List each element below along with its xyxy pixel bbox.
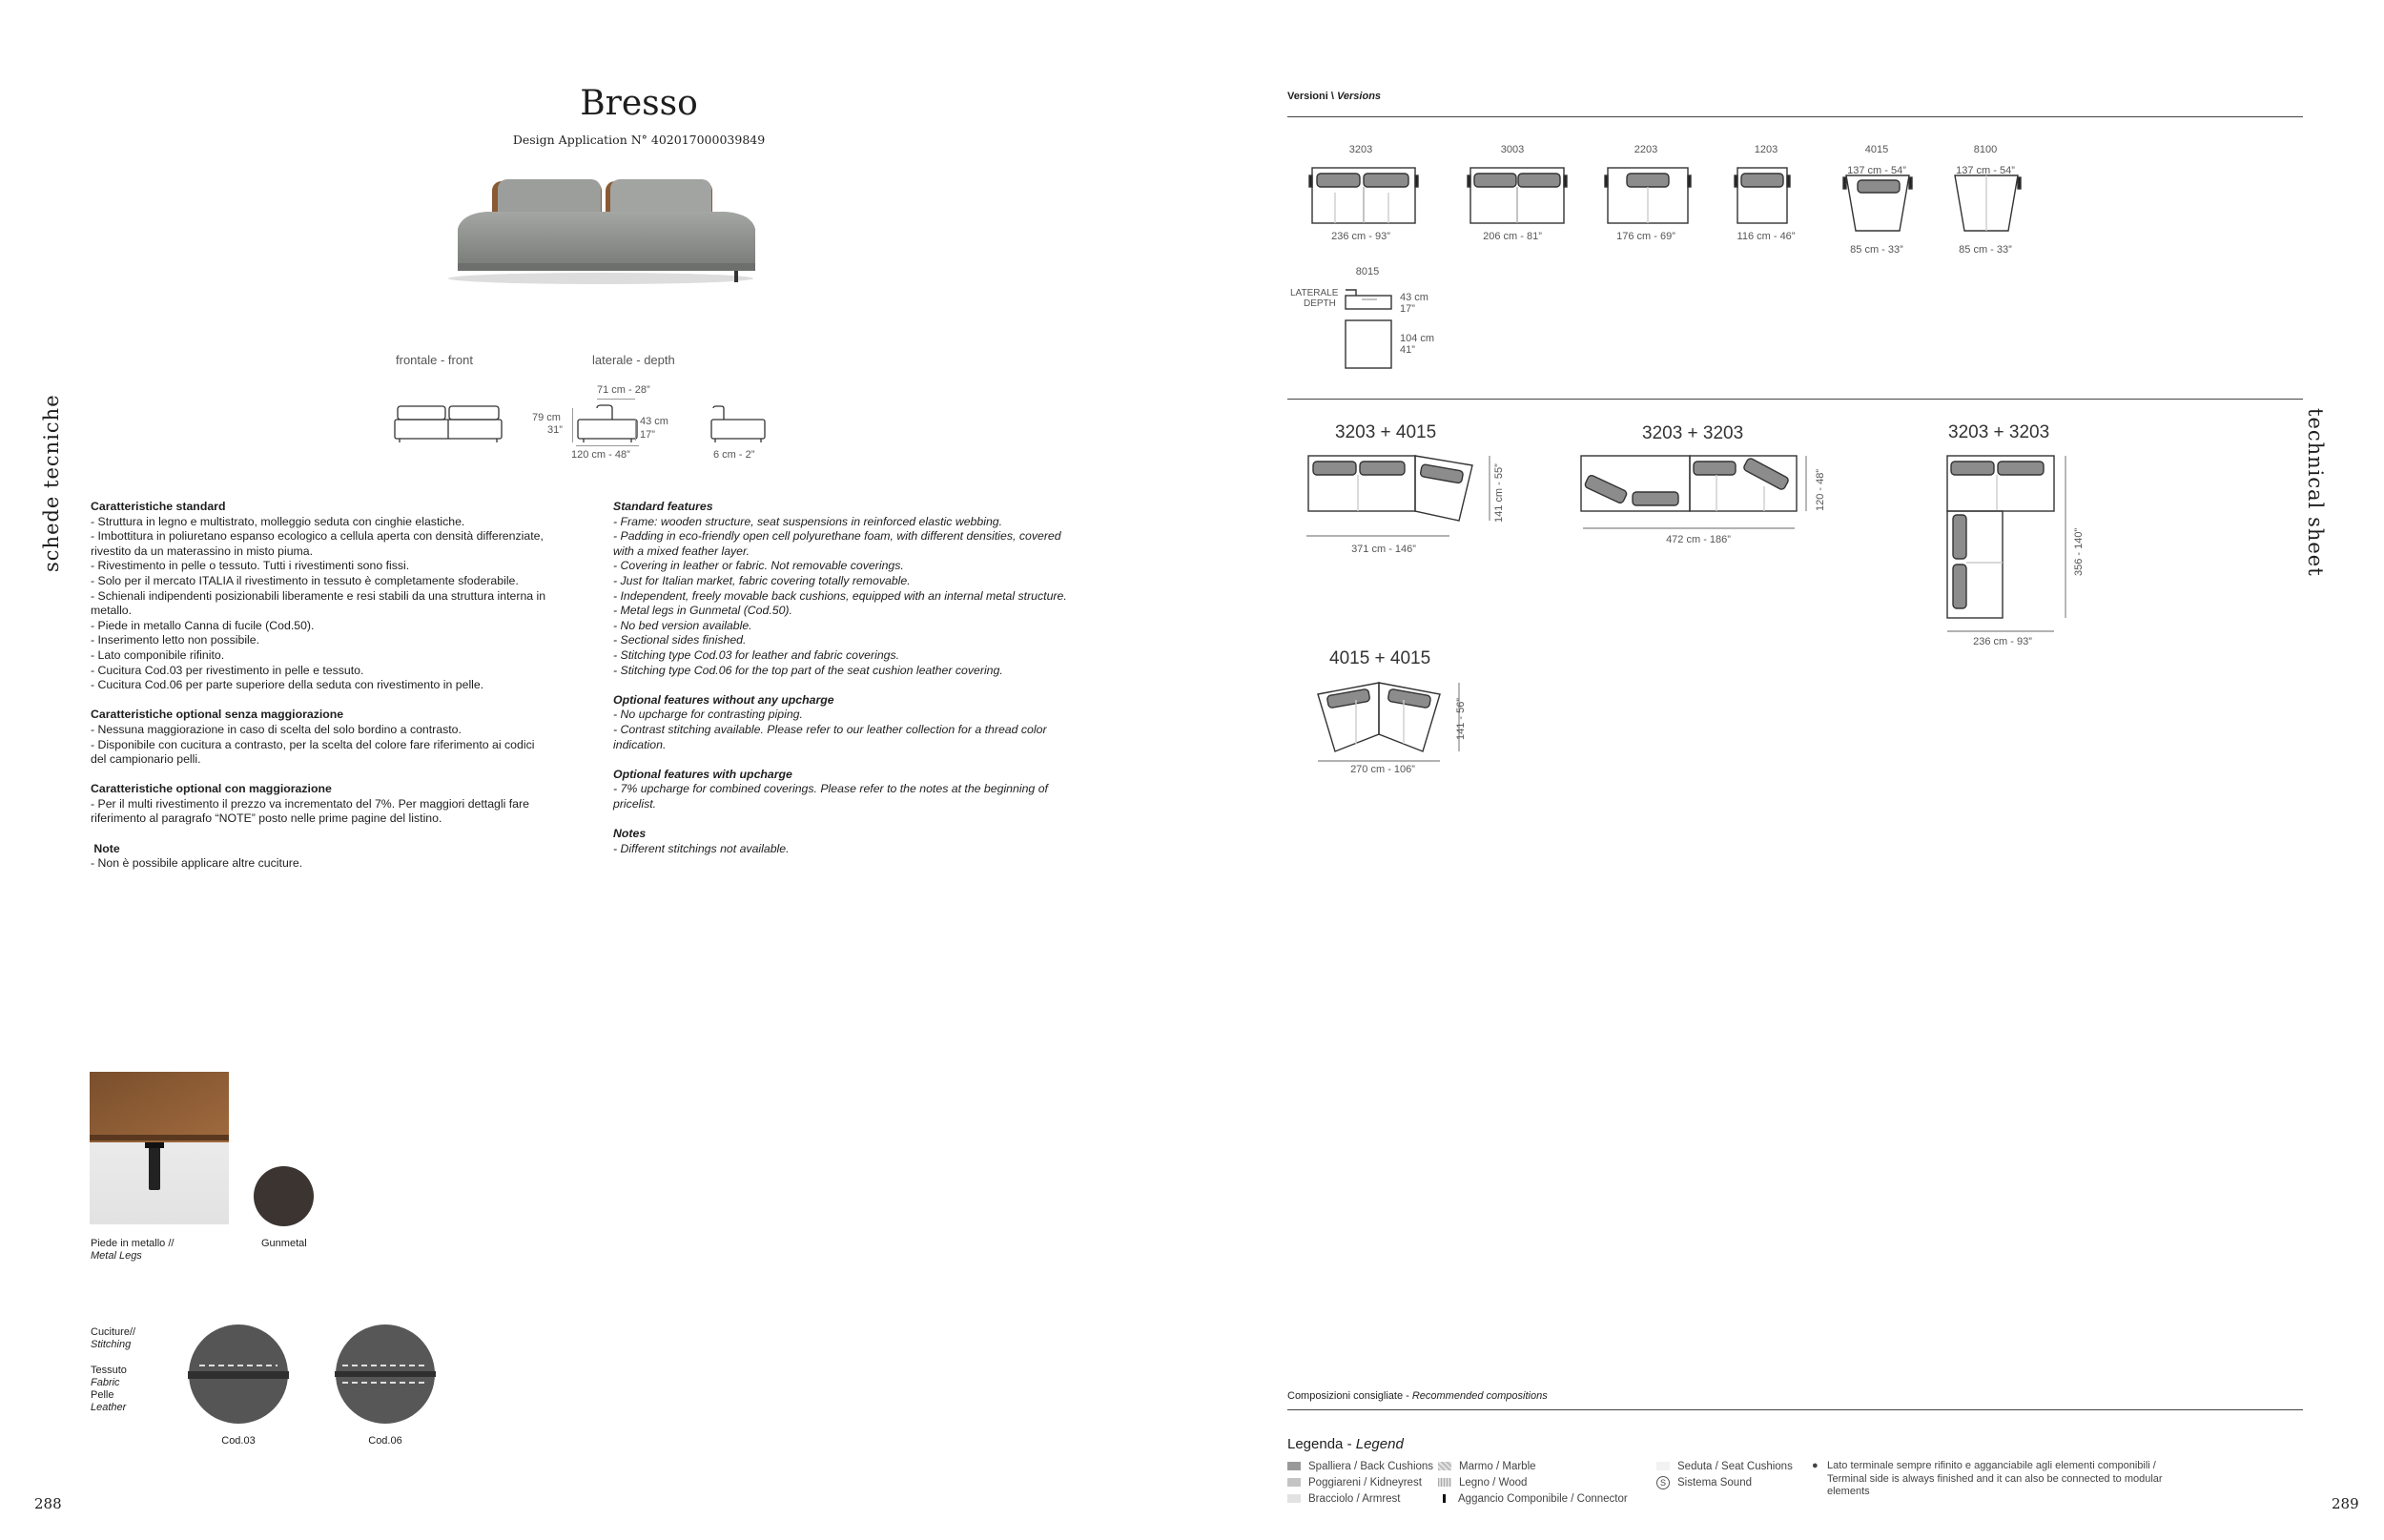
- standard-it-line: - Lato componibile rifinito.: [91, 647, 225, 662]
- composition-depth: [1493, 463, 1552, 535]
- versions-title-it: Versioni \: [1287, 91, 1337, 102]
- product-title: Bresso: [580, 84, 698, 123]
- version-code: 3203: [1348, 144, 1373, 155]
- fabric-label-en: Fabric: [91, 1377, 120, 1388]
- optional-free-it-line: - Disponibile con cucitura a contrasto, per la scelta del colore fare riferimento ai codici: [91, 737, 535, 751]
- legend-item: [1287, 1474, 1433, 1490]
- optional-free-it-heading: Caratteristiche optional senza maggiorazione: [91, 708, 344, 722]
- standard-en-line: with a mixed feather layer.: [613, 544, 750, 558]
- legend-note: [1812, 1460, 2193, 1499]
- legend-item-label: Spalliera / Back Cushions: [1308, 1460, 1434, 1472]
- legs-finish: Gunmetal: [261, 1238, 307, 1249]
- notes-it-heading: Note: [91, 841, 120, 855]
- v8015-side-label-1: LATERALE: [1290, 288, 1339, 298]
- legend-item-label: Legno / Wood: [1459, 1476, 1528, 1489]
- side-label-right: [2304, 408, 2384, 577]
- legend-note-line: Terminal side is always finished and it can also be connected to modular: [1827, 1472, 2163, 1485]
- standard-it-line: metallo.: [91, 604, 133, 618]
- composition-width: 236 cm - 93”: [1973, 636, 2032, 647]
- dim-arm-text: 6 cm - 2”: [713, 449, 755, 461]
- connector-swatch: [1443, 1494, 1446, 1503]
- version-dim: 236 cm - 93”: [1331, 231, 1390, 242]
- stitch-sample-cod03: [188, 1324, 289, 1425]
- composition-depth-text: 141 cm - 55”: [1493, 463, 1505, 523]
- design-application: Design Application N° 402017000039849: [512, 133, 766, 147]
- version-code: 3003: [1500, 144, 1525, 155]
- composition-depth-text: 141 - 56”: [1455, 697, 1467, 740]
- composition-width: 270 cm - 106”: [1350, 764, 1415, 775]
- version-code: 4015: [1864, 144, 1889, 155]
- legend-item: [1656, 1458, 1793, 1474]
- page-number-right: 289: [2332, 1495, 2359, 1512]
- dim-top-text: 71 cm - 28”: [597, 384, 650, 396]
- page-number-left: 288: [34, 1495, 62, 1512]
- side-label-left-text: schede tecniche: [40, 394, 63, 572]
- features-italian: [91, 500, 596, 872]
- seat-cushion-swatch: [1656, 1462, 1670, 1470]
- divider: [1287, 399, 2303, 400]
- standard-it-line: - Schienali indipendenti posizionabili liberamente e resi stabili da una struttura interna in: [91, 588, 546, 603]
- version-code: 1203: [1754, 144, 1778, 155]
- legend-note-line: elements: [1827, 1486, 1870, 1497]
- standard-it-line: - Struttura in legno e multistrato, molleggio seduta con cinghie elastiche.: [91, 514, 465, 528]
- composition-title: 3203 + 3203: [1642, 423, 1744, 443]
- standard-en-line: - Stitching type Cod.03 for leather and fabric coverings.: [613, 647, 900, 662]
- version-8015-drawing: [1343, 288, 1394, 370]
- legend-item: [1287, 1490, 1433, 1507]
- optional-free-en-line: - Contrast stitching available. Please refer to our leather collection for a thread color: [613, 722, 1047, 736]
- legend-col-2: [1438, 1458, 1628, 1507]
- version-dim: 85 cm - 33”: [1850, 244, 1903, 256]
- v8015-h-cm: 43 cm: [1400, 292, 1428, 303]
- legend-title-it: Legenda -: [1287, 1436, 1356, 1452]
- standard-it-line: - Inserimento letto non possibile.: [91, 633, 260, 647]
- product-photo: [448, 172, 763, 296]
- recommended-it: Composizioni consigliate -: [1287, 1390, 1412, 1402]
- legend-item: [1438, 1490, 1628, 1507]
- version-8015-code: 8015: [1355, 266, 1380, 277]
- composition-2-drawing: [1581, 456, 1797, 511]
- divider: [1287, 1409, 2303, 1410]
- legend-item: [1287, 1458, 1433, 1474]
- legend-title: [1287, 1436, 1404, 1452]
- standard-en-line: - Covering in leather or fabric. Not removable coverings.: [613, 559, 904, 573]
- composition-depth: [1815, 468, 1857, 524]
- standard-en-line: - Just for Italian market, fabric covering totally removable.: [613, 573, 911, 587]
- standard-en-line: - Padding in eco-friendly open cell polyurethane foam, with different densities, covered: [613, 529, 1061, 544]
- standard-it-line: - Imbottitura in poliuretano espanso ecologico a cellula aperta con densità differenziate,: [91, 529, 544, 544]
- leather-label-it: Pelle: [91, 1389, 114, 1401]
- composition-depth-text: 356 - 140”: [2073, 527, 2085, 576]
- notes-en-heading: Notes: [613, 827, 647, 841]
- dim-height-in: 31”: [547, 424, 563, 436]
- standard-en-line: - Frame: wooden structure, seat suspensions in reinforced elastic webbing.: [613, 514, 1003, 528]
- arm-view-drawing: [709, 406, 769, 444]
- sound-system-icon: S: [1656, 1476, 1670, 1489]
- standard-en-line: - Stitching type Cod.06 for the top part of the seat cushion leather covering.: [613, 663, 1003, 677]
- composition-3-drawing: [1947, 456, 2054, 618]
- legs-label-en: Metal Legs: [91, 1250, 142, 1262]
- optional-free-en-line: - No upcharge for contrasting piping.: [613, 708, 803, 722]
- legend-item-label: Bracciolo / Armrest: [1308, 1492, 1401, 1505]
- optional-paid-it-heading: Caratteristiche optional con maggiorazione: [91, 782, 332, 796]
- version-8100-drawing: [1955, 175, 2021, 231]
- version-3203-drawing: [1309, 168, 1418, 223]
- notes-en-line: - Different stitchings not available.: [613, 841, 790, 855]
- composition-title: 3203 + 4015: [1335, 422, 1437, 442]
- version-4015-drawing: [1843, 175, 1912, 231]
- front-view-drawing: [394, 404, 504, 444]
- depth-view-drawing: [576, 404, 639, 444]
- stitch-code-06: Cod.06: [368, 1435, 402, 1447]
- standard-it-line: - Cucitura Cod.03 per rivestimento in pelle e tessuto.: [91, 663, 364, 677]
- optional-paid-en-line: - 7% upcharge for combined coverings. Please refer to the notes at the beginning of: [613, 782, 1048, 796]
- version-dim: 116 cm - 46”: [1737, 231, 1796, 242]
- recommended-label: [1287, 1390, 1548, 1403]
- composition-depth: [1455, 697, 1497, 752]
- v8015-h-in: 17”: [1400, 303, 1415, 315]
- terminal-side-icon: ●: [1812, 1460, 1819, 1471]
- legs-label-it: Piede in metallo //: [91, 1238, 175, 1249]
- standard-it-heading: Caratteristiche standard: [91, 500, 226, 513]
- legend-item-label: Sistema Sound: [1677, 1476, 1752, 1489]
- version-2203-drawing: [1605, 168, 1691, 223]
- stitching-label-it: Cuciture//: [91, 1326, 136, 1338]
- composition-title: 4015 + 4015: [1329, 648, 1431, 668]
- armrest-swatch: [1287, 1494, 1301, 1503]
- optional-paid-en-heading: Optional features with upcharge: [613, 767, 792, 781]
- back-cushion-swatch: [1287, 1462, 1301, 1470]
- v8015-side-label-2: DEPTH: [1304, 298, 1336, 309]
- composition-depth: [2073, 527, 2121, 588]
- optional-free-en-line: indication.: [613, 737, 667, 751]
- dim-depth-text: 120 cm - 48”: [571, 449, 630, 461]
- version-dim: 85 cm - 33”: [1959, 244, 2012, 256]
- optional-free-it-line: del campionario pelli.: [91, 752, 201, 767]
- legend-col-1: [1287, 1458, 1433, 1507]
- front-view-label: frontale - front: [396, 353, 473, 367]
- stitch-code-03: Cod.03: [221, 1435, 256, 1447]
- standard-en-line: - Independent, freely movable back cushions, equipped with an internal metal structure.: [613, 588, 1067, 603]
- divider: [1287, 116, 2303, 117]
- version-1203-drawing: [1735, 168, 1790, 223]
- stitching-label-en: Stitching: [91, 1339, 132, 1350]
- kidneyrest-swatch: [1287, 1478, 1301, 1487]
- versions-title: [1287, 91, 1381, 103]
- gunmetal-swatch: [254, 1166, 314, 1226]
- standard-it-line: - Solo per il mercato ITALIA il rivestimento in tessuto è completamente sfoderabile.: [91, 573, 519, 587]
- dim-seat-in: 17”: [640, 429, 655, 441]
- fabric-label-it: Tessuto: [91, 1365, 127, 1376]
- standard-en-heading: Standard features: [613, 500, 713, 513]
- standard-it-line: - Piede in metallo Canna di fucile (Cod.50).: [91, 618, 315, 632]
- standard-it-line: rivestito da un materassino in misto piuma.: [91, 544, 314, 558]
- version-code: 2203: [1634, 144, 1658, 155]
- standard-en-line: - Sectional sides finished.: [613, 633, 747, 647]
- composition-4-drawing: [1318, 683, 1440, 751]
- depth-view-label: laterale - depth: [592, 353, 675, 367]
- legend-item-label: Aggancio Componibile / Connector: [1458, 1492, 1628, 1505]
- optional-free-en-heading: Optional features without any upcharge: [613, 692, 834, 707]
- dim-seat-cm: 43 cm: [640, 416, 668, 427]
- legend-item-label: Marmo / Marble: [1459, 1460, 1536, 1472]
- optional-paid-en-line: pricelist.: [613, 796, 657, 811]
- legend-item-label: Seduta / Seat Cushions: [1677, 1460, 1793, 1472]
- legend-item: [1438, 1458, 1628, 1474]
- standard-en-line: - Metal legs in Gunmetal (Cod.50).: [613, 604, 792, 618]
- legend-title-en: Legend: [1355, 1436, 1404, 1452]
- standard-it-line: - Rivestimento in pelle o tessuto. Tutti i rivestimenti sono fissi.: [91, 559, 410, 573]
- version-code: 8100: [1973, 144, 1998, 155]
- composition-depth-text: 120 - 48”: [1815, 468, 1826, 511]
- composition-title: 3203 + 3203: [1948, 422, 2050, 442]
- version-dim-top: 137 cm - 54”: [1847, 165, 1906, 176]
- version-3003-drawing: [1468, 168, 1567, 223]
- leg-photo: [90, 1072, 229, 1224]
- marble-swatch: [1438, 1462, 1451, 1470]
- composition-1-drawing: [1308, 456, 1472, 521]
- side-label-right-text: technical sheet: [2304, 408, 2327, 577]
- optional-free-it-line: - Nessuna maggiorazione in caso di scelta del solo bordino a contrasto.: [91, 722, 462, 736]
- version-dim: 206 cm - 81”: [1483, 231, 1542, 242]
- v8015-d-in: 41”: [1400, 344, 1415, 356]
- stitch-sample-cod06: [335, 1324, 436, 1425]
- legend-item-label: Poggiareni / Kidneyrest: [1308, 1476, 1422, 1489]
- v8015-d-cm: 104 cm: [1400, 333, 1435, 344]
- versions-title-en: Versions: [1336, 91, 1382, 102]
- composition-width: 472 cm - 186”: [1666, 534, 1731, 545]
- dim-height-cm: 79 cm: [532, 412, 561, 423]
- composition-drawings: [1297, 448, 2270, 791]
- legend-item: [1656, 1474, 1793, 1490]
- recommended-en: Recommended compositions: [1411, 1390, 1548, 1402]
- seat: [458, 212, 755, 267]
- leather-label-en: Leather: [91, 1402, 127, 1413]
- optional-paid-it-line: riferimento al paragrafo “NOTE” posto nelle prime pagine del listino.: [91, 811, 442, 826]
- standard-en-line: - No bed version available.: [613, 618, 752, 632]
- legend-col-3: [1656, 1458, 1793, 1490]
- versions-drawings: [1306, 164, 2050, 240]
- notes-it-line: - Non è possibile applicare altre cuciture.: [91, 856, 303, 871]
- version-dim: 176 cm - 69”: [1616, 231, 1675, 242]
- legend-item: [1438, 1474, 1628, 1490]
- composition-width: 371 cm - 146”: [1351, 544, 1416, 555]
- optional-paid-it-line: - Per il multi rivestimento il prezzo va incrementato del 7%. Per maggiori dettagli fare: [91, 796, 529, 811]
- legend-note-line: Lato terminale sempre rifinito e agganciabile agli elementi componibili /: [1827, 1460, 2156, 1471]
- standard-it-line: - Cucitura Cod.06 per parte superiore della seduta con rivestimento in pelle.: [91, 678, 484, 692]
- wood-swatch: [1438, 1478, 1451, 1487]
- version-dim-top: 137 cm - 54”: [1956, 165, 2015, 176]
- features-english: [613, 500, 1128, 856]
